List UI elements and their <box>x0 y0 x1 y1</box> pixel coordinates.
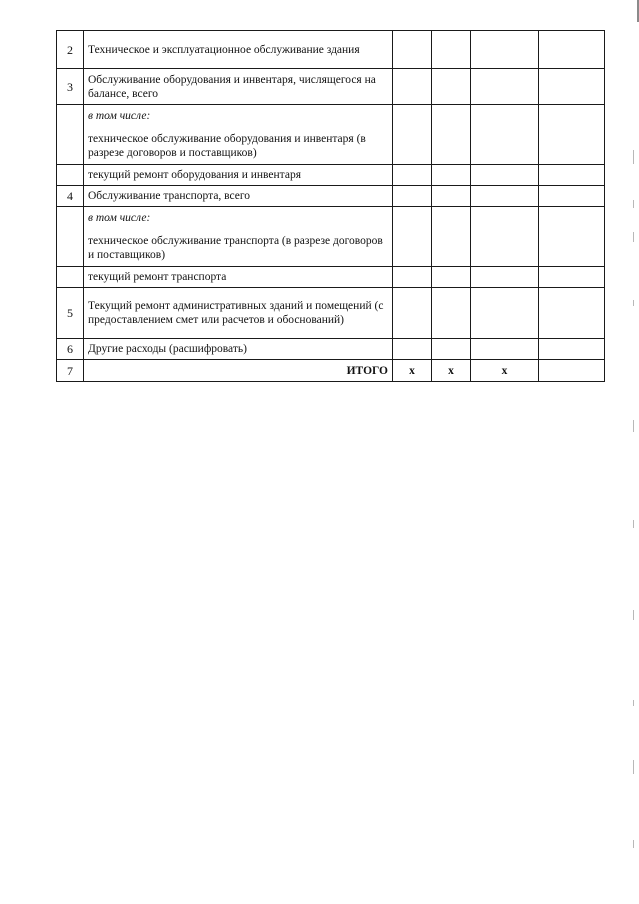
value-cell <box>393 31 432 69</box>
total-cell <box>539 360 605 382</box>
value-cell <box>432 186 471 207</box>
value-cell <box>539 165 605 186</box>
value-cell <box>432 165 471 186</box>
value-cell <box>393 165 432 186</box>
row-number: 2 <box>57 31 84 69</box>
value-cell <box>471 267 539 288</box>
value-cell <box>539 207 605 267</box>
table-row <box>57 207 605 267</box>
value-cell <box>471 207 539 267</box>
scan-edge-artifacts <box>633 0 635 904</box>
row-number: 4 <box>57 186 84 207</box>
value-cell <box>471 69 539 105</box>
value-cell <box>393 288 432 339</box>
value-cell <box>432 105 471 165</box>
table-row <box>57 69 605 105</box>
total-cell: х <box>393 360 432 382</box>
total-cell: х <box>471 360 539 382</box>
subitem-text: техническое обслуживание транспорта (в разрезе договоров и поставщиков) <box>88 235 383 261</box>
value-cell <box>539 267 605 288</box>
value-cell <box>393 339 432 360</box>
value-cell <box>432 267 471 288</box>
row-description: Обслуживание оборудования и инвентаря, числящегося на балансе, всего <box>84 69 393 105</box>
value-cell <box>471 105 539 165</box>
table-row <box>57 186 605 207</box>
value-cell <box>393 186 432 207</box>
row-description: текущий ремонт транспорта <box>84 267 393 288</box>
row-description: Обслуживание транспорта, всего <box>84 186 393 207</box>
value-cell <box>539 105 605 165</box>
subitem-note: в том числе: <box>88 212 151 224</box>
expenses-table <box>56 30 605 382</box>
value-cell <box>393 105 432 165</box>
value-cell <box>539 339 605 360</box>
value-cell <box>432 69 471 105</box>
row-number: 5 <box>57 288 84 339</box>
value-cell <box>471 339 539 360</box>
row-description <box>84 207 393 267</box>
table-row <box>57 339 605 360</box>
total-cell: х <box>432 360 471 382</box>
total-row <box>57 360 605 382</box>
row-description: текущий ремонт оборудования и инвентаря <box>84 165 393 186</box>
value-cell <box>432 339 471 360</box>
row-description <box>84 105 393 165</box>
table-row <box>57 165 605 186</box>
row-number <box>57 165 84 186</box>
value-cell <box>432 288 471 339</box>
row-number <box>57 105 84 165</box>
row-number <box>57 207 84 267</box>
table-row <box>57 31 605 69</box>
table-row <box>57 267 605 288</box>
row-description: Техническое и эксплуатационное обслуживание здания <box>84 31 393 69</box>
value-cell <box>539 186 605 207</box>
value-cell <box>432 31 471 69</box>
value-cell <box>539 288 605 339</box>
subitem-note: в том числе: <box>88 110 151 122</box>
value-cell <box>471 186 539 207</box>
value-cell <box>471 165 539 186</box>
table-row <box>57 288 605 339</box>
row-number: 3 <box>57 69 84 105</box>
value-cell <box>539 69 605 105</box>
value-cell <box>539 31 605 69</box>
value-cell <box>471 31 539 69</box>
row-description: Текущий ремонт административных зданий и помещений (с предоставлением смет или расчетов и обоснований) <box>84 288 393 339</box>
table-row <box>57 105 605 165</box>
value-cell <box>471 288 539 339</box>
value-cell <box>393 207 432 267</box>
row-number: 6 <box>57 339 84 360</box>
row-number: 7 <box>57 360 84 382</box>
subitem-text: техническое обслуживание оборудования и инвентаря (в разрезе договоров и поставщиков) <box>88 133 366 159</box>
value-cell <box>393 267 432 288</box>
row-number <box>57 267 84 288</box>
row-description: Другие расходы (расшифровать) <box>84 339 393 360</box>
value-cell <box>393 69 432 105</box>
value-cell <box>432 207 471 267</box>
total-label: ИТОГО <box>84 360 393 382</box>
